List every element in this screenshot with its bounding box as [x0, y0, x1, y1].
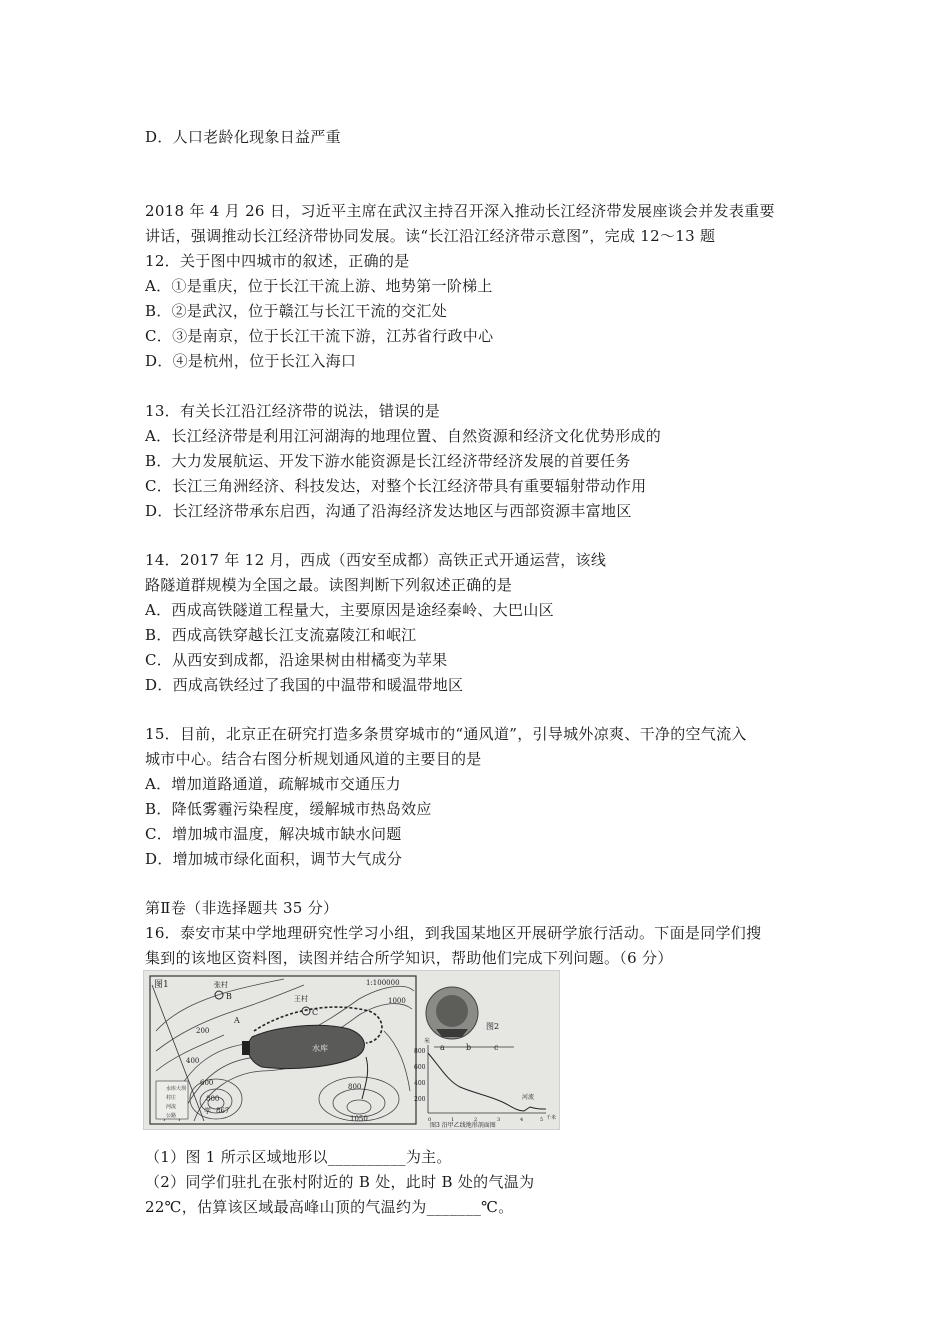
q16-stem-2: 集到的该地区资料图，读图并结合所学知识，帮助他们完成下列问题。（6 分） [145, 949, 673, 967]
profile-y-600: 600 [414, 1064, 426, 1071]
map-scale: 1:100000 [366, 979, 400, 987]
q15-option-b: B．降低雾霾污染程度，缓解城市热岛效应 [145, 800, 432, 818]
q16-part-2-line-2: 22℃，估算该区域最高峰山顶的气温约为_______℃。 [145, 1198, 514, 1216]
passage-line-1: 2018 年 4 月 26 日，习近平主席在武汉主持召开深入推动长江经济带发展座谈会并发表重要 [145, 202, 775, 220]
fig2-label: 图2 [486, 1022, 500, 1031]
q14-option-d: D．西成高铁经过了我国的中温带和暖温带地区 [145, 676, 464, 694]
peak-elevation: 867 [216, 1107, 230, 1115]
profile-x-1: 1 [451, 1117, 455, 1123]
q14-stem-2: 路隧道群规模为全国之最。读图判断下列叙述正确的是 [145, 576, 513, 594]
q13-option-b: B．大力发展航运、开发下游水能资源是长江经济带经济发展的首要任务 [145, 452, 631, 470]
profile-point-a: a [440, 1043, 445, 1052]
contour-600: 600 [200, 1079, 214, 1087]
profile-point-b: b [466, 1043, 472, 1052]
contour-1050: 1050 [350, 1115, 368, 1123]
contour-800-east: 800 [348, 1083, 362, 1091]
q15-option-c: C．增加城市温度，解决城市缺水问题 [145, 825, 402, 843]
summit-label: 学 [204, 1107, 211, 1115]
q15-option-a: A．增加道路通道，疏解城市交通压力 [145, 775, 401, 793]
q14-option-b: B．西成高铁穿越长江支流嘉陵江和岷江 [145, 626, 417, 644]
topographic-map-figure [144, 971, 559, 1129]
q12-option-c: C．③是南京，位于长江干流下游，江苏省行政中心 [145, 327, 494, 345]
q12-option-a: A．①是重庆，位于长江干流上游、地势第一阶梯上 [145, 277, 493, 295]
q15-stem-1: 15．目前，北京正在研究打造多条贯穿城市的“通风道”，引导城外凉爽、干净的空气流入 [145, 725, 747, 743]
fig3-caption: 图3 沿甲乙线地形剖面图 [430, 1122, 496, 1129]
q16-figure [143, 970, 560, 1130]
contour-400: 400 [186, 1057, 200, 1065]
q16-part-1: （1）图 1 所示区域地形以__________为主。 [145, 1148, 452, 1166]
legend-village: 村庄 [166, 1095, 177, 1101]
q15-option-d: D．增加城市绿化面积，调节大气成分 [145, 850, 403, 868]
q14-option-a: A．西成高铁隧道工程量大，主要原因是途经秦岭、大巴山区 [145, 601, 554, 619]
village-zhang-label: 张村 [214, 981, 228, 989]
q16-stem-1: 16．泰安市某中学地理研究性学习小组，到我国某地区开展研学旅行活动。下面是同学们搜 [145, 924, 762, 942]
section-two-heading: 第Ⅱ卷（非选择题共 35 分） [145, 899, 339, 917]
profile-x-3: 3 [497, 1117, 501, 1123]
profile-y-800: 800 [414, 1048, 426, 1055]
q15-stem-2: 城市中心。结合右图分析规划通风道的主要目的是 [145, 750, 482, 768]
passage-line-2: 讲话，强调推动长江经济带协同发展。读“长江沿江经济带示意图”，完成 12～13 题 [145, 227, 716, 245]
legend-road: 公路 [166, 1113, 177, 1119]
q13-option-a: A．长江经济带是利用江河湖海的地理位置、自然资源和经济文化优势形成的 [145, 427, 662, 445]
profile-km: 千米 [546, 1115, 557, 1121]
point-b-label: B [226, 992, 232, 1001]
q12-stem: 12．关于图中四城市的叙述，正确的是 [145, 252, 410, 270]
profile-point-c: c [494, 1043, 499, 1052]
q13-stem: 13．有关长江沿江经济带的说法，错误的是 [145, 402, 441, 420]
q12-option-b: B．②是武汉，位于赣江与长江干流的交汇处 [145, 302, 448, 320]
profile-x-4: 4 [520, 1117, 524, 1123]
profile-river-label: 河流 [522, 1094, 535, 1101]
profile-y-200: 200 [414, 1096, 426, 1103]
q14-stem-1: 14．2017 年 12 月，西成（西安至成都）高铁正式开通运营，该线 [145, 551, 607, 569]
contour-200: 200 [196, 1027, 210, 1035]
contour-1000: 1000 [388, 997, 406, 1005]
legend-dam: 水库大坝 [166, 1086, 187, 1092]
profile-x-0: 0 [428, 1117, 432, 1123]
profile-x-2: 2 [474, 1117, 478, 1123]
profile-y-400: 400 [414, 1080, 426, 1087]
profile-x-5: 5 [540, 1117, 544, 1123]
point-c-label: C [312, 1008, 319, 1017]
profile-unit: 米 [424, 1038, 431, 1045]
q13-option-d: D．长江经济带承东启西，沟通了沿海经济发达地区与西部资源丰富地区 [145, 502, 632, 520]
fig1-label: 图1 [154, 980, 169, 990]
q11-option-d: D．人口老龄化现象日益严重 [145, 128, 341, 146]
q13-option-c: C．长江三角洲经济、科技发达，对整个长江经济带具有重要辐射带动作用 [145, 477, 647, 495]
q12-option-d: D．④是杭州，位于长江入海口 [145, 352, 357, 370]
contour-800: 800 [206, 1095, 220, 1103]
legend-river: 河流 [166, 1104, 177, 1110]
point-a-label: A [234, 1016, 240, 1025]
dam-symbol [242, 1041, 250, 1055]
reservoir-label: 水库 [312, 1044, 328, 1053]
q16-part-2-line-1: （2）同学们驻扎在张村附近的 B 处，此时 B 处的气温为 [145, 1173, 535, 1191]
village-wang-label: 王村 [294, 995, 308, 1003]
q14-option-c: C．从西安到成都，沿途果树由柑橘变为苹果 [145, 651, 448, 669]
